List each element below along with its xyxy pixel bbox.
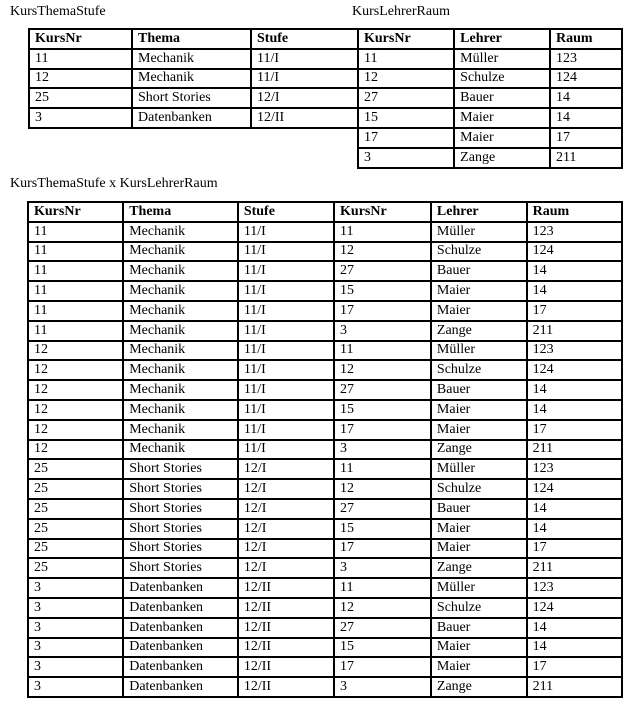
- table-cell: Schulze: [431, 479, 527, 499]
- table-cell: Müller: [454, 49, 550, 69]
- table-row: [28, 360, 622, 380]
- table-cell: 11/I: [238, 360, 334, 380]
- table-cell: 12/II: [238, 618, 334, 638]
- table-cell: 211: [550, 148, 622, 168]
- table-cell: Maier: [431, 539, 527, 559]
- table-cell: Bauer: [431, 499, 527, 519]
- table-cell: 123: [527, 459, 622, 479]
- table-cell: 15: [334, 519, 431, 539]
- table-cell: Mechanik: [123, 281, 238, 301]
- table-cell: Maier: [431, 301, 527, 321]
- table-cell: Schulze: [431, 242, 527, 262]
- table-cell: 11/I: [251, 49, 359, 69]
- table-cell: 11: [334, 578, 431, 598]
- table-cell: 12/II: [238, 598, 334, 618]
- table-cell: 14: [527, 499, 622, 519]
- table-cell: 25: [28, 558, 123, 578]
- table-cell: Mechanik: [123, 341, 238, 361]
- table-cell: 25: [28, 539, 123, 559]
- column-header: Raum: [550, 29, 622, 49]
- table-cell: Mechanik: [123, 440, 238, 460]
- table-cell: 3: [28, 638, 123, 658]
- table-row: [28, 301, 622, 321]
- table-cell: Mechanik: [132, 49, 251, 69]
- table-row: [28, 222, 622, 242]
- table-cell: 11/I: [238, 400, 334, 420]
- table-cell: 11: [28, 281, 123, 301]
- table-cell: 25: [28, 519, 123, 539]
- table-cell: Short Stories: [132, 88, 251, 108]
- table-cell: 11: [29, 49, 132, 69]
- table-cell: Maier: [431, 519, 527, 539]
- table-cell: Datenbanken: [132, 108, 251, 128]
- table-cell: Mechanik: [123, 400, 238, 420]
- table-cell: Mechanik: [123, 380, 238, 400]
- table-cell: 12/I: [238, 558, 334, 578]
- table-cell: Mechanik: [123, 301, 238, 321]
- column-header: Stufe: [251, 29, 359, 49]
- table-kurs-thema-stufe: [28, 28, 360, 129]
- table-cell: 17: [334, 539, 431, 559]
- table-cell: 27: [334, 261, 431, 281]
- table-cell: 12: [28, 341, 123, 361]
- table-cell: 12/II: [251, 108, 359, 128]
- table-cell: Mechanik: [123, 261, 238, 281]
- table-cell: Short Stories: [123, 539, 238, 559]
- table-cell: 3: [334, 440, 431, 460]
- table-cell: 12/II: [238, 638, 334, 658]
- table-cell: 123: [527, 341, 622, 361]
- table-cell: 25: [28, 459, 123, 479]
- table-cell: Müller: [431, 222, 527, 242]
- table-cell: 211: [527, 440, 622, 460]
- table-cell: 12/II: [238, 677, 334, 697]
- table-cell: Schulze: [454, 69, 550, 89]
- table-cell: 14: [550, 108, 622, 128]
- table-cell: 12: [334, 479, 431, 499]
- table-cell: 12/I: [238, 479, 334, 499]
- table-cell: 11/I: [238, 321, 334, 341]
- table-cell: 211: [527, 558, 622, 578]
- table-row: [28, 242, 622, 262]
- table-cell: 27: [334, 618, 431, 638]
- table-cell: 12/II: [238, 657, 334, 677]
- table-cell: 25: [28, 499, 123, 519]
- table-cell: 27: [334, 499, 431, 519]
- table-cell: 3: [28, 657, 123, 677]
- table-cell: 12/I: [238, 459, 334, 479]
- table-cell: 124: [527, 360, 622, 380]
- table-row: [28, 578, 622, 598]
- table-cell: 27: [334, 380, 431, 400]
- table-cell: 14: [527, 618, 622, 638]
- table-cell: 124: [527, 479, 622, 499]
- table-cell: Mechanik: [123, 242, 238, 262]
- table-cell: 12: [358, 69, 454, 89]
- table-cell: Short Stories: [123, 558, 238, 578]
- table-cell: Datenbanken: [123, 657, 238, 677]
- table-cell: 25: [28, 479, 123, 499]
- table-cell: 211: [527, 677, 622, 697]
- table-cell: 3: [334, 677, 431, 697]
- table-cell: 11: [358, 49, 454, 69]
- table-row: [29, 49, 359, 69]
- table-cell: 15: [334, 638, 431, 658]
- table-cell: Maier: [431, 400, 527, 420]
- table-row: [28, 618, 622, 638]
- column-header: KursNr: [29, 29, 132, 49]
- table-cell: Müller: [431, 459, 527, 479]
- table-cell: 14: [527, 261, 622, 281]
- table-row: [28, 321, 622, 341]
- table-cell: Short Stories: [123, 479, 238, 499]
- table-cell: Bauer: [431, 380, 527, 400]
- table-cell: 14: [527, 519, 622, 539]
- table-cell: 11/I: [238, 440, 334, 460]
- column-header: KursNr: [334, 202, 431, 222]
- table-row: [28, 380, 622, 400]
- table-cell: 3: [28, 618, 123, 638]
- table-cell: 14: [527, 281, 622, 301]
- table-cell: 11/I: [238, 222, 334, 242]
- table-cell: 12/I: [251, 88, 359, 108]
- table-cell: 27: [358, 88, 454, 108]
- table-cell: 3: [334, 558, 431, 578]
- table-cell: Schulze: [431, 598, 527, 618]
- table-cell: 11: [28, 301, 123, 321]
- table-cell: 11/I: [238, 242, 334, 262]
- table-row: [29, 88, 359, 108]
- table-cell: 11: [28, 261, 123, 281]
- table-cell: 12/I: [238, 539, 334, 559]
- table-cell: 15: [334, 281, 431, 301]
- table-cell: 12/I: [238, 499, 334, 519]
- column-header: Raum: [527, 202, 622, 222]
- table-cell: 17: [527, 657, 622, 677]
- table-title-cartesian-product: KursThemaStufe x KursLehrerRaum: [10, 176, 218, 191]
- table-cell: 14: [527, 380, 622, 400]
- table-cell: 11/I: [251, 69, 359, 89]
- table-row: [358, 69, 622, 89]
- table-cell: 11: [334, 222, 431, 242]
- table-cell: Maier: [431, 638, 527, 658]
- table-cell: 11: [28, 242, 123, 262]
- table-cell: Datenbanken: [123, 578, 238, 598]
- table-cell: Zange: [431, 558, 527, 578]
- table-cell: Mechanik: [123, 420, 238, 440]
- table-cell: Zange: [454, 148, 550, 168]
- table-row: [28, 459, 622, 479]
- column-header: Thema: [123, 202, 238, 222]
- table-cell: 12: [334, 242, 431, 262]
- column-header: Thema: [132, 29, 251, 49]
- table-cell: Short Stories: [123, 459, 238, 479]
- table-cell: 14: [527, 400, 622, 420]
- table-cell: 3: [334, 321, 431, 341]
- table-cell: 11/I: [238, 281, 334, 301]
- table-cell: Bauer: [454, 88, 550, 108]
- table-cell: 17: [358, 128, 454, 148]
- table-row: [28, 558, 622, 578]
- table-cell: 124: [527, 242, 622, 262]
- table-cell: Mechanik: [123, 360, 238, 380]
- table-cell: Maier: [454, 128, 550, 148]
- table-row: [28, 400, 622, 420]
- table-cell: Mechanik: [123, 222, 238, 242]
- table-cell: Müller: [431, 341, 527, 361]
- table-cell: 3: [29, 108, 132, 128]
- table-cell: 12/II: [238, 578, 334, 598]
- table-cell: Maier: [431, 281, 527, 301]
- table-row: [28, 341, 622, 361]
- column-header: KursNr: [28, 202, 123, 222]
- table-cell: 11/I: [238, 301, 334, 321]
- table-cell: 12: [28, 380, 123, 400]
- table-cell: 12/I: [238, 519, 334, 539]
- header-row: [28, 202, 622, 222]
- table-cell: 11/I: [238, 341, 334, 361]
- table-cell: 14: [550, 88, 622, 108]
- table-row: [28, 440, 622, 460]
- table-title-kurs-lehrer-raum: KursLehrerRaum: [352, 4, 450, 19]
- table-cell: Zange: [431, 321, 527, 341]
- table-cell: 11: [334, 341, 431, 361]
- table-cell: 12: [334, 360, 431, 380]
- column-header: Stufe: [238, 202, 334, 222]
- table-cell: Maier: [431, 420, 527, 440]
- table-row: [28, 598, 622, 618]
- table-cell: 15: [358, 108, 454, 128]
- table-cell: Short Stories: [123, 519, 238, 539]
- table-cell: 11/I: [238, 261, 334, 281]
- table-title-kurs-thema-stufe: KursThemaStufe: [10, 4, 106, 19]
- table-cell: Bauer: [431, 618, 527, 638]
- table-cell: 12: [28, 400, 123, 420]
- table-cell: 123: [527, 222, 622, 242]
- table-cell: 11: [28, 222, 123, 242]
- table-cell: 15: [334, 400, 431, 420]
- table-row: [28, 479, 622, 499]
- table-row: [358, 108, 622, 128]
- table-cell: 12: [28, 440, 123, 460]
- table-cell: Short Stories: [123, 499, 238, 519]
- table-cell: Maier: [454, 108, 550, 128]
- column-header: Lehrer: [431, 202, 527, 222]
- table-cell: 14: [527, 638, 622, 658]
- table-row: [29, 108, 359, 128]
- header-row: [29, 29, 359, 49]
- table-cell: 3: [358, 148, 454, 168]
- table-cell: 17: [550, 128, 622, 148]
- table-row: [28, 499, 622, 519]
- table-cell: Zange: [431, 440, 527, 460]
- table-cell: 3: [28, 578, 123, 598]
- table-cell: Müller: [431, 578, 527, 598]
- table-row: [28, 657, 622, 677]
- table-cell: Maier: [431, 657, 527, 677]
- table-cell: Mechanik: [132, 69, 251, 89]
- table-row: [358, 148, 622, 168]
- table-cell: 123: [550, 49, 622, 69]
- table-cell: Datenbanken: [123, 638, 238, 658]
- table-cell: 17: [527, 539, 622, 559]
- table-cell: 11: [334, 459, 431, 479]
- table-cell: 12: [28, 360, 123, 380]
- table-cartesian-product: [27, 201, 623, 698]
- table-cell: 17: [334, 301, 431, 321]
- table-row: [358, 49, 622, 69]
- table-cell: Bauer: [431, 261, 527, 281]
- table-cell: Datenbanken: [123, 677, 238, 697]
- column-header: Lehrer: [454, 29, 550, 49]
- table-cell: Schulze: [431, 360, 527, 380]
- table-cell: 11: [28, 321, 123, 341]
- table-row: [28, 519, 622, 539]
- table-cell: 124: [527, 598, 622, 618]
- table-row: [28, 420, 622, 440]
- table-kurs-lehrer-raum: [357, 28, 623, 169]
- table-cell: Mechanik: [123, 321, 238, 341]
- table-cell: 123: [527, 578, 622, 598]
- table-cell: Zange: [431, 677, 527, 697]
- table-cell: Datenbanken: [123, 618, 238, 638]
- table-row: [28, 261, 622, 281]
- table-cell: 12: [29, 69, 132, 89]
- table-row: [28, 638, 622, 658]
- table-cell: 17: [334, 657, 431, 677]
- table-cell: 12: [334, 598, 431, 618]
- table-row: [358, 128, 622, 148]
- column-header: KursNr: [358, 29, 454, 49]
- table-cell: 3: [28, 598, 123, 618]
- table-cell: 3: [28, 677, 123, 697]
- table-cell: 124: [550, 69, 622, 89]
- table-row: [28, 539, 622, 559]
- table-cell: 17: [527, 420, 622, 440]
- table-row: [28, 281, 622, 301]
- table-row: [29, 69, 359, 89]
- table-cell: Datenbanken: [123, 598, 238, 618]
- table-cell: 11/I: [238, 380, 334, 400]
- table-cell: 17: [334, 420, 431, 440]
- table-cell: 11/I: [238, 420, 334, 440]
- table-cell: 211: [527, 321, 622, 341]
- table-row: [28, 677, 622, 697]
- table-cell: 12: [28, 420, 123, 440]
- table-cell: 25: [29, 88, 132, 108]
- table-row: [358, 88, 622, 108]
- table-cell: 17: [527, 301, 622, 321]
- header-row: [358, 29, 622, 49]
